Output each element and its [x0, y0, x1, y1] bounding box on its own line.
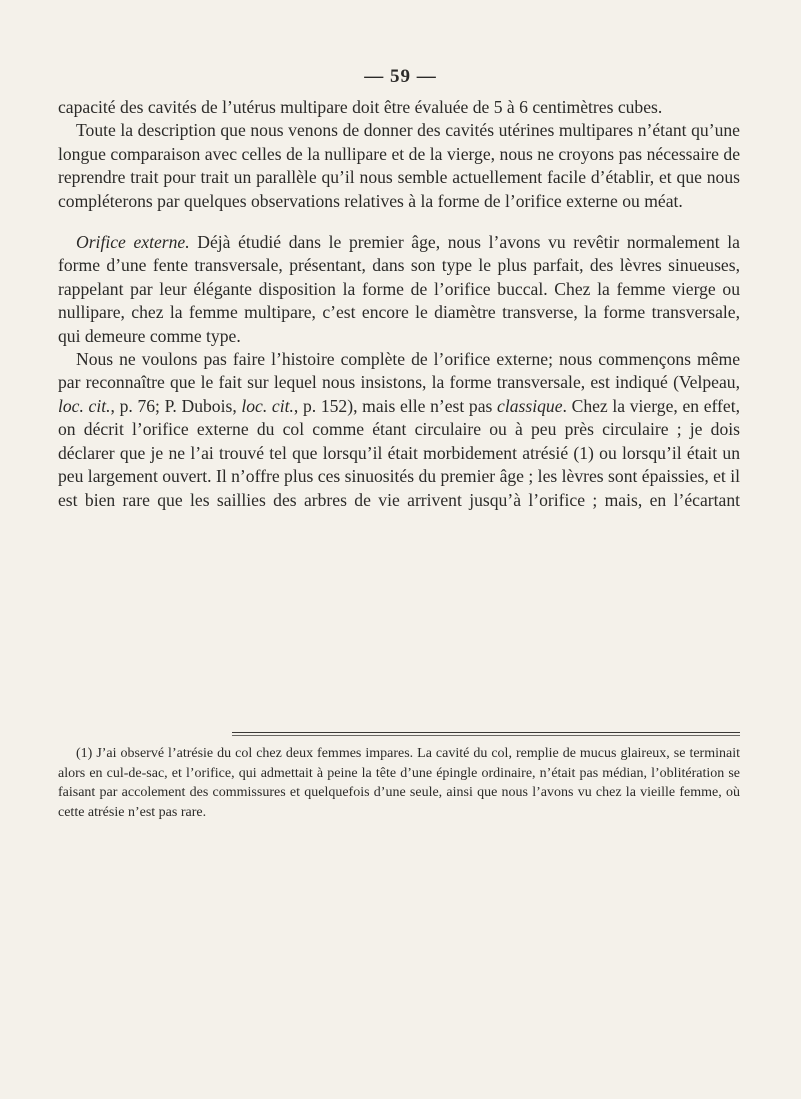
footnote [58, 744, 740, 822]
emphasis-classique: classique [497, 395, 563, 416]
page-number: — 59 — [364, 66, 437, 87]
footnote-rule-secondary [232, 735, 740, 736]
paragraph-4-part-d: . Chez la vierge, en effet, on décrit l’orifice externe du col comme étant circulaire ou à peu près circulaire ; je dois déclarer que je ne l’ai trouvé tel que lorsqu’il était morbidement atrésié (1) ou lorsqu’il était un peu largement ouvert. Il n’offre plus ces sinuosités du premier âge ; les lèvres sont épaissies, et il est bien rare que les saillies des arbres de vie arrivent jusqu’à l’orifice ; mais, en l’écartant [58, 395, 741, 510]
citation-loc-cit-1: loc. cit. [58, 395, 111, 416]
citation-loc-cit-2: loc. cit. [241, 395, 294, 416]
paragraph-1: capacité des cavités de l’utérus multipare doit être évaluée de 5 à 6 centimètres cubes. [58, 97, 663, 117]
paragraph-3 [58, 231, 740, 348]
section-heading: Orifice externe. [76, 232, 190, 253]
main-text [58, 96, 740, 512]
paragraph-2: Toute la description que nous venons de donner des cavités utérines multipares n’étant qu’une longue comparaison avec celles de la nullipare et de la vierge, nous ne croyons pas nécessaire de reprendre trait pour trait un parallèle qu’il nous semble actuellement facile d’établir, et que nous compléterons par quelques observations relatives à la forme de l’orifice externe ou méat. [58, 120, 740, 211]
footnote-text: (1) J’ai observé l’atrésie du col chez deux femmes impares. La cavité du col, remplie de mucus glaireux, se terminait alors en cul-de-sac, et l’orifice, qui admettait à peine la tête d’une épingle ordinaire, n’était pas médian, l’oblitération se faisant par accolement des commissures et quelquefois d’une seule, ainsi que nous l’avons vu chez la vieille femme, où cette atrésie n’est pas rare. [58, 746, 740, 820]
paragraph-4-part-a: Nous ne voulons pas faire l’histoire complète de l’orifice externe; nous commençons même par reconnaître que le fait sur lequel nous insistons, la forme transversale, est indiqué (Velpeau, [58, 349, 740, 393]
paragraph-4-part-c: , p. 152), mais elle n’est pas [293, 395, 498, 416]
paragraph-4 [58, 348, 740, 512]
paragraph-3-text: Déjà étudié dans le premier âge, nous l’avons vu revêtir normalement la forme d’une fente transversale, présentant, dans son type le plus parfait, des lèvres sinueuses, rappelant par leur élégante disposition la forme de l’orifice buccal. Chez la femme vierge ou nullipare, chez la femme multipare, c’est encore le diamètre transverse, la forme transversale, qui demeure comme type. [58, 232, 740, 346]
paragraph-4-part-b: , p. 76; P. Dubois, [110, 395, 242, 416]
footnote-rule [232, 732, 740, 733]
